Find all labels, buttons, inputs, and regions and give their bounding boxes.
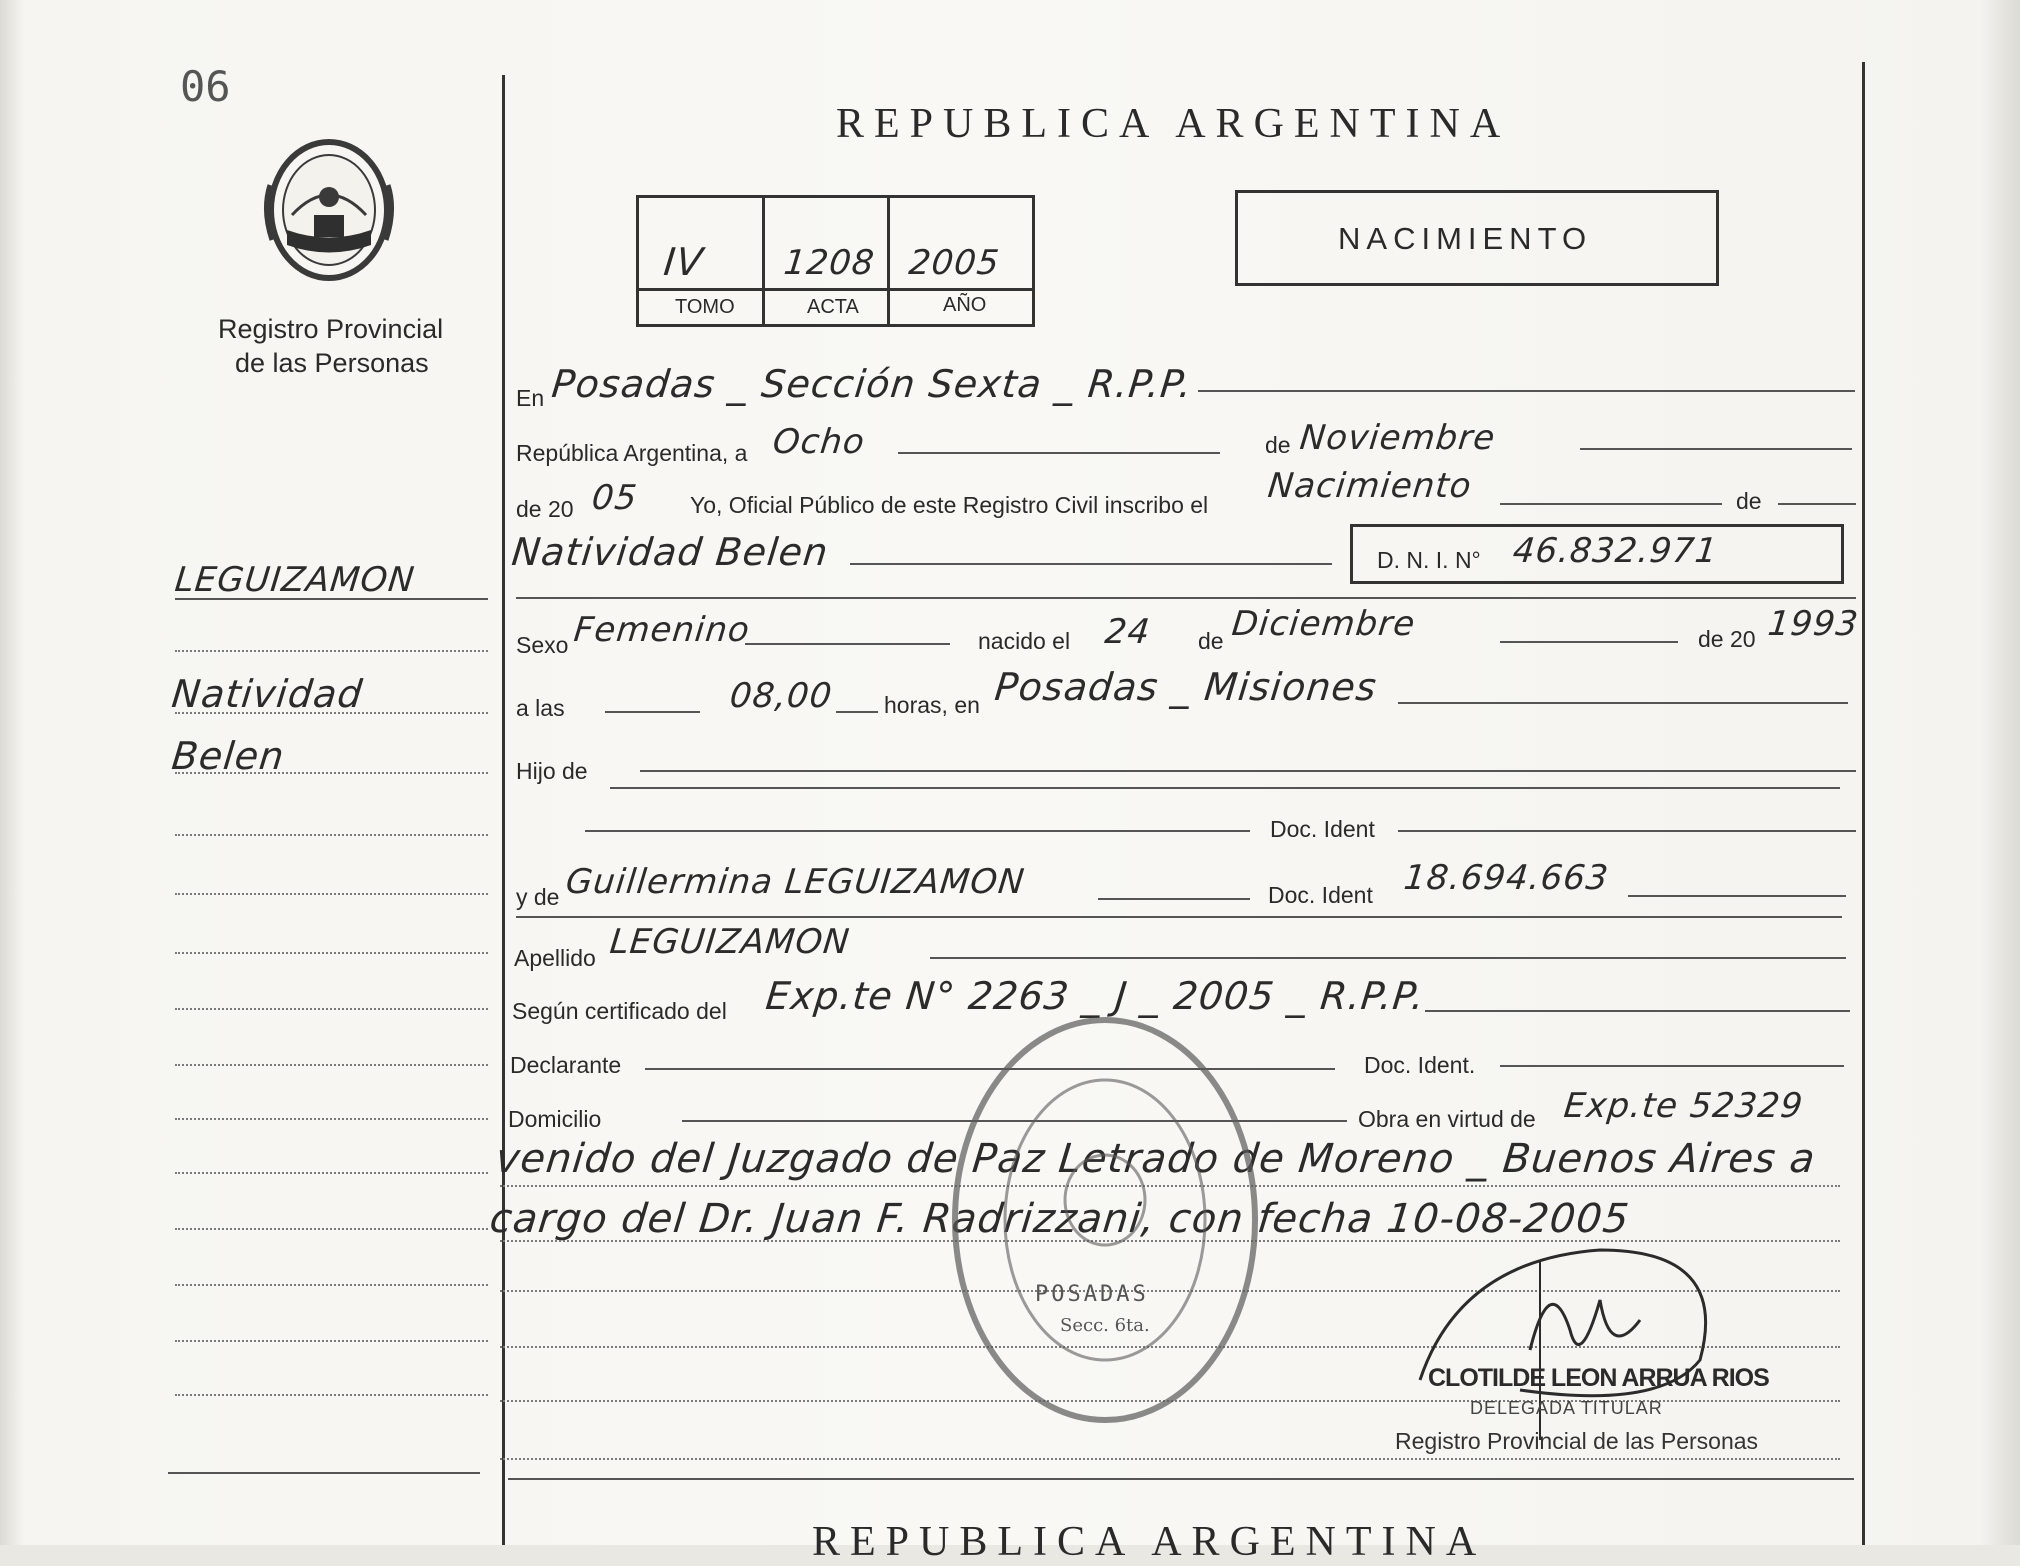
signer-role: DELEGADA TITULAR [1470,1398,1663,1418]
label-nacido-el: nacido el [978,628,1071,654]
country-title: REPUBLICA ARGENTINA [836,101,1511,147]
label-yo-oficial: Yo, Oficial Público de este Registro Civil inscribo el [690,492,1209,518]
value-birth-year: 1993 [1765,604,1861,644]
right-border [1862,62,1865,1545]
record-box [636,195,1035,327]
label-de: de [1265,432,1291,458]
acta-label: ACTA [807,296,859,318]
margin-surname: LEGUIZAMON [172,560,417,600]
label-dni: D. N. I. N° [1377,547,1481,573]
value-place: Posadas _ Sección Sexta _ R.P.P. [549,362,1195,406]
registry-name-line1: Registro Provincial [218,314,444,344]
value-birth-day: 24 [1102,612,1153,652]
label-de-20-year: de 20 [1698,626,1756,652]
value-act-type: Nacimiento [1265,466,1474,506]
value-day: Ocho [770,422,867,462]
label-en: En [516,385,545,411]
value-birth-month: Diciembre [1229,604,1418,644]
label-de20: de 20 [516,496,574,522]
margin-divider [502,75,505,1545]
value-sexo: Femenino [571,610,752,650]
anio-label: AÑO [943,294,987,316]
note-line-1: venido del Juzgado de Paz Letrado de Moreno _ Buenos Aires a [493,1136,1818,1182]
label-apellido: Apellido [514,945,596,971]
provincial-emblem-icon [262,135,397,285]
value-mother-doc: 18.694.663 [1401,858,1611,898]
value-certificado: Exp.te N° 2263 _ J _ 2005 _ R.P.P. [763,974,1427,1018]
margin-name-line1: Natividad [169,672,366,716]
value-obra-virtud: Exp.te 52329 [1561,1086,1806,1126]
footer-country-title: REPUBLICA ARGENTINA [812,1519,1487,1565]
seal-section: Secc. 6ta. [1060,1315,1150,1336]
acta-value: 1208 [781,243,877,283]
value-month: Noviembre [1297,418,1498,458]
value-dni: 46.832.971 [1510,531,1720,571]
tomo-label: TOMO [675,296,735,318]
label-horas-en: horas, en [884,692,980,718]
value-birth-place: Posadas _ Misiones [992,665,1380,709]
record-type-box [1235,190,1719,286]
label-doc-ident-1: Doc. Ident [1270,816,1375,842]
dni-box [1350,524,1844,584]
seal-city: POSADAS [1035,1282,1149,1307]
label-hijo-de: Hijo de [516,758,588,784]
label-republica: República Argentina, a [516,440,748,466]
margin-name-line2: Belen [169,734,287,778]
value-mother-name: Guillermina LEGUIZAMON [563,862,1027,902]
label-domicilio: Domicilio [508,1106,602,1132]
label-doc-ident-2: Doc. Ident [1268,882,1373,908]
value-year-suffix: 05 [589,478,640,518]
corner-number: 06 [180,62,231,111]
official-seal-icon [945,1010,1265,1430]
label-segun-certificado: Según certificado del [512,998,727,1024]
value-birth-hour: 08,00 [727,676,835,716]
signer-name: CLOTILDE LEON ARRUA RIOS [1428,1364,1769,1392]
value-apellido: LEGUIZAMON [607,922,852,962]
label-y-de: y de [516,884,560,910]
label-sexo: Sexo [516,632,569,658]
registry-name-line2: de las Personas [235,348,429,378]
value-person-name: Natividad Belen [509,530,831,574]
signer-institution: Registro Provincial de las Personas [1395,1428,1759,1454]
label-de-month: de [1198,628,1224,654]
label-declarante: Declarante [510,1052,622,1078]
note-line-2: cargo del Dr. Juan F. Radrizzani, con fecha 10-08-2005 [487,1196,1632,1242]
record-type: NACIMIENTO [1338,221,1593,256]
tomo-value: IV [661,240,706,284]
label-doc-ident-3: Doc. Ident. [1364,1052,1476,1078]
label-de-end: de [1736,488,1762,514]
label-obra-en-virtud: Obra en virtud de [1358,1106,1536,1132]
label-a-las: a las [516,695,565,721]
anio-value: 2005 [906,243,1002,283]
